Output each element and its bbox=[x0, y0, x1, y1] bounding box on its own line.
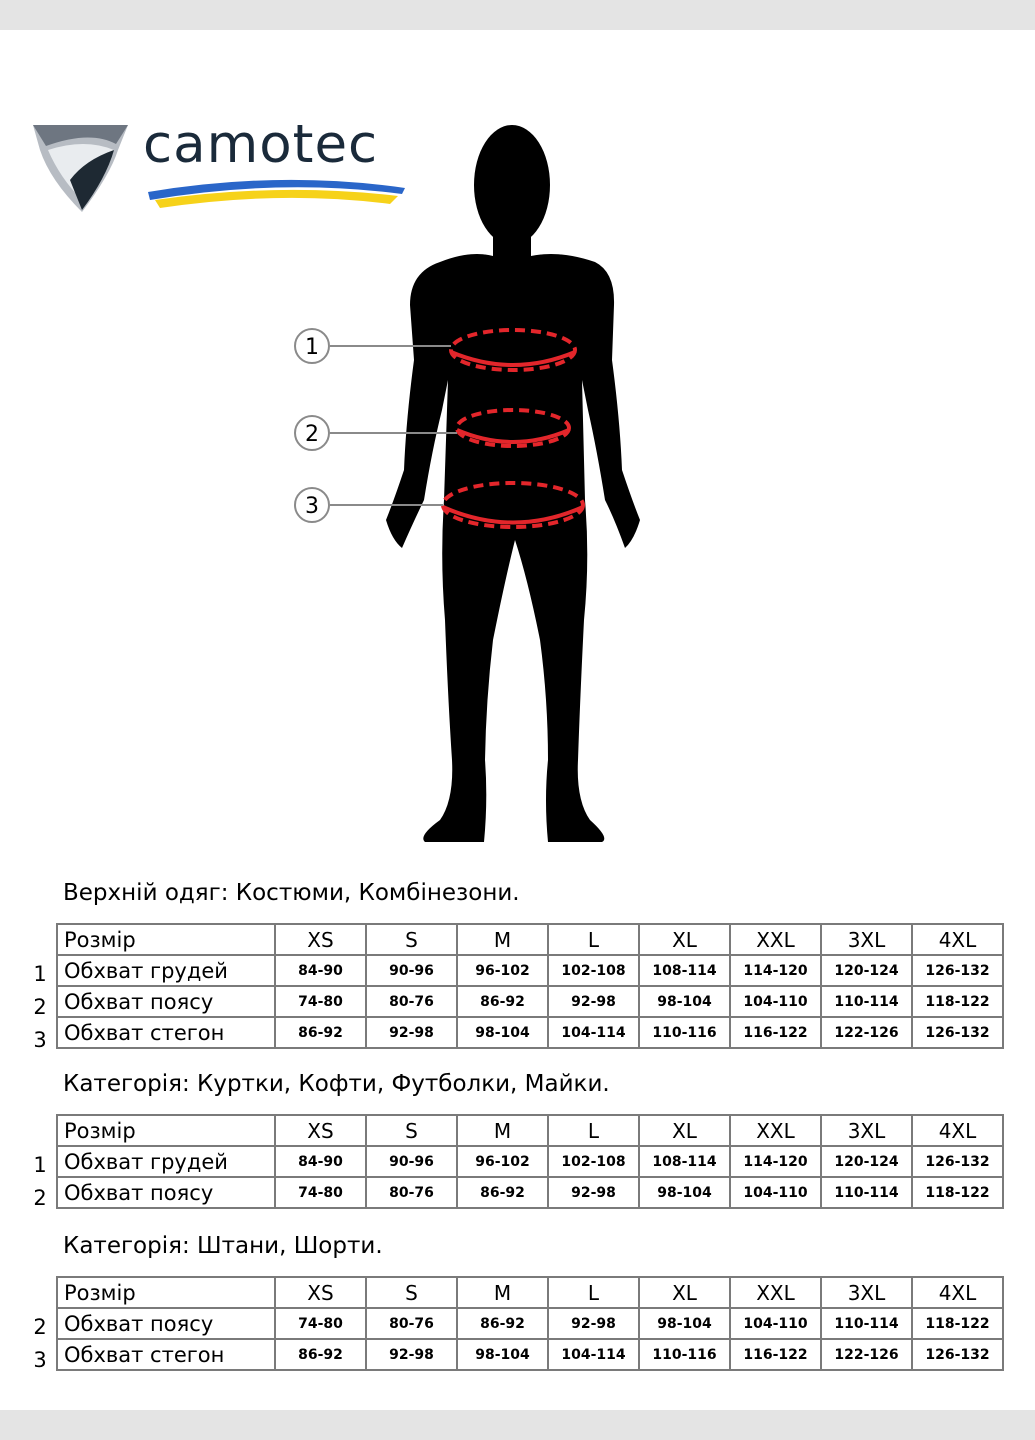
header-cell: XXL bbox=[730, 924, 821, 955]
section-title-pants: Категорія: Штани, Шорти. bbox=[63, 1233, 383, 1259]
table-cell: 126-132 bbox=[912, 1017, 1003, 1048]
table-cell: 104-110 bbox=[730, 1308, 821, 1339]
header-cell: XS bbox=[275, 1115, 366, 1146]
top-band bbox=[0, 0, 1035, 30]
header-cell: 3XL bbox=[821, 924, 912, 955]
header-size-label: Розмір bbox=[57, 1277, 275, 1308]
table-cell: 86-92 bbox=[275, 1339, 366, 1370]
table-cell: 110-114 bbox=[821, 1177, 912, 1208]
header-cell: M bbox=[457, 1115, 548, 1146]
row-label: Обхват грудей bbox=[57, 1146, 275, 1177]
table-cell: 84-90 bbox=[275, 1146, 366, 1177]
row-number: 2 bbox=[33, 1315, 47, 1339]
body-measurement-figure bbox=[270, 120, 670, 850]
row-number: 2 bbox=[33, 1186, 47, 1210]
table-row bbox=[57, 1017, 1003, 1048]
header-cell: XL bbox=[639, 1277, 730, 1308]
header-cell: 4XL bbox=[912, 1115, 1003, 1146]
table-cell: 110-114 bbox=[821, 986, 912, 1017]
table-cell: 86-92 bbox=[457, 986, 548, 1017]
table-cell: 84-90 bbox=[275, 955, 366, 986]
table-cell: 86-92 bbox=[457, 1177, 548, 1208]
header-cell: L bbox=[548, 1115, 639, 1146]
header-cell: L bbox=[548, 924, 639, 955]
header-row bbox=[57, 924, 1003, 955]
table-cell: 116-122 bbox=[730, 1017, 821, 1048]
table-cell: 104-114 bbox=[548, 1017, 639, 1048]
table-cell: 74-80 bbox=[275, 1177, 366, 1208]
header-cell: L bbox=[548, 1277, 639, 1308]
row-number: 3 bbox=[33, 1028, 47, 1052]
row-number: 2 bbox=[33, 995, 47, 1019]
header-size-label: Розмір bbox=[57, 1115, 275, 1146]
table-cell: 96-102 bbox=[457, 1146, 548, 1177]
size-table-outerwear bbox=[56, 923, 1004, 1049]
table-cell: 110-116 bbox=[639, 1339, 730, 1370]
table-cell: 74-80 bbox=[275, 986, 366, 1017]
header-cell: M bbox=[457, 924, 548, 955]
table-cell: 98-104 bbox=[457, 1017, 548, 1048]
section-title-outerwear: Верхній одяг: Костюми, Комбінезони. bbox=[63, 880, 520, 906]
row-label: Обхват стегон bbox=[57, 1017, 275, 1048]
table-cell: 122-126 bbox=[821, 1339, 912, 1370]
table-cell: 104-114 bbox=[548, 1339, 639, 1370]
header-row bbox=[57, 1115, 1003, 1146]
marker-3-label: 3 bbox=[305, 494, 319, 519]
table-cell: 120-124 bbox=[821, 955, 912, 986]
table-cell: 108-114 bbox=[639, 1146, 730, 1177]
header-cell: 4XL bbox=[912, 1277, 1003, 1308]
header-cell: 3XL bbox=[821, 1115, 912, 1146]
row-label: Обхват поясу bbox=[57, 1177, 275, 1208]
table-cell: 102-108 bbox=[548, 955, 639, 986]
row-label: Обхват поясу bbox=[57, 986, 275, 1017]
table-cell: 126-132 bbox=[912, 1339, 1003, 1370]
header-cell: 4XL bbox=[912, 924, 1003, 955]
table-cell: 80-76 bbox=[366, 986, 457, 1017]
table-cell: 90-96 bbox=[366, 955, 457, 986]
table-cell: 110-116 bbox=[639, 1017, 730, 1048]
header-cell: S bbox=[366, 924, 457, 955]
table-cell: 118-122 bbox=[912, 1308, 1003, 1339]
table-cell: 114-120 bbox=[730, 1146, 821, 1177]
table-cell: 116-122 bbox=[730, 1339, 821, 1370]
table-cell: 104-110 bbox=[730, 986, 821, 1017]
table-cell: 122-126 bbox=[821, 1017, 912, 1048]
table-cell: 90-96 bbox=[366, 1146, 457, 1177]
table-cell: 108-114 bbox=[639, 955, 730, 986]
header-cell: XL bbox=[639, 924, 730, 955]
header-cell: S bbox=[366, 1277, 457, 1308]
table-row bbox=[57, 955, 1003, 986]
table-cell: 80-76 bbox=[366, 1308, 457, 1339]
table-cell: 92-98 bbox=[548, 986, 639, 1017]
row-number: 1 bbox=[33, 962, 47, 986]
table-cell: 92-98 bbox=[548, 1308, 639, 1339]
table-cell: 92-98 bbox=[548, 1177, 639, 1208]
table-cell: 104-110 bbox=[730, 1177, 821, 1208]
header-cell: XS bbox=[275, 1277, 366, 1308]
bottom-band bbox=[0, 1410, 1035, 1440]
brand-wordmark: camotec bbox=[143, 114, 379, 175]
table-cell: 96-102 bbox=[457, 955, 548, 986]
row-number: 3 bbox=[33, 1348, 47, 1372]
header-row bbox=[57, 1277, 1003, 1308]
table-cell: 102-108 bbox=[548, 1146, 639, 1177]
header-cell: 3XL bbox=[821, 1277, 912, 1308]
table-row bbox=[57, 1177, 1003, 1208]
table-cell: 110-114 bbox=[821, 1308, 912, 1339]
table-cell: 118-122 bbox=[912, 1177, 1003, 1208]
header-cell: S bbox=[366, 1115, 457, 1146]
header-cell: XS bbox=[275, 924, 366, 955]
header-cell: M bbox=[457, 1277, 548, 1308]
marker-2-label: 2 bbox=[305, 422, 319, 447]
table-cell: 114-120 bbox=[730, 955, 821, 986]
table-row bbox=[57, 986, 1003, 1017]
table-cell: 120-124 bbox=[821, 1146, 912, 1177]
row-label: Обхват стегон bbox=[57, 1339, 275, 1370]
table-row bbox=[57, 1146, 1003, 1177]
row-label: Обхват поясу bbox=[57, 1308, 275, 1339]
header-cell: XXL bbox=[730, 1277, 821, 1308]
row-label: Обхват грудей bbox=[57, 955, 275, 986]
table-cell: 86-92 bbox=[275, 1017, 366, 1048]
size-table-pants bbox=[56, 1276, 1004, 1371]
size-table-tops bbox=[56, 1114, 1004, 1209]
table-cell: 118-122 bbox=[912, 986, 1003, 1017]
marker-1-label: 1 bbox=[305, 335, 319, 360]
header-cell: XL bbox=[639, 1115, 730, 1146]
table-cell: 98-104 bbox=[457, 1339, 548, 1370]
table-cell: 98-104 bbox=[639, 1308, 730, 1339]
row-number: 1 bbox=[33, 1153, 47, 1177]
table-cell: 92-98 bbox=[366, 1339, 457, 1370]
section-title-tops: Категорія: Куртки, Кофти, Футболки, Майки. bbox=[63, 1071, 610, 1097]
table-cell: 98-104 bbox=[639, 986, 730, 1017]
table-cell: 98-104 bbox=[639, 1177, 730, 1208]
table-cell: 126-132 bbox=[912, 1146, 1003, 1177]
table-cell: 126-132 bbox=[912, 955, 1003, 986]
table-cell: 86-92 bbox=[457, 1308, 548, 1339]
header-size-label: Розмір bbox=[57, 924, 275, 955]
table-cell: 74-80 bbox=[275, 1308, 366, 1339]
table-cell: 92-98 bbox=[366, 1017, 457, 1048]
table-row bbox=[57, 1308, 1003, 1339]
table-row bbox=[57, 1339, 1003, 1370]
header-cell: XXL bbox=[730, 1115, 821, 1146]
table-cell: 80-76 bbox=[366, 1177, 457, 1208]
